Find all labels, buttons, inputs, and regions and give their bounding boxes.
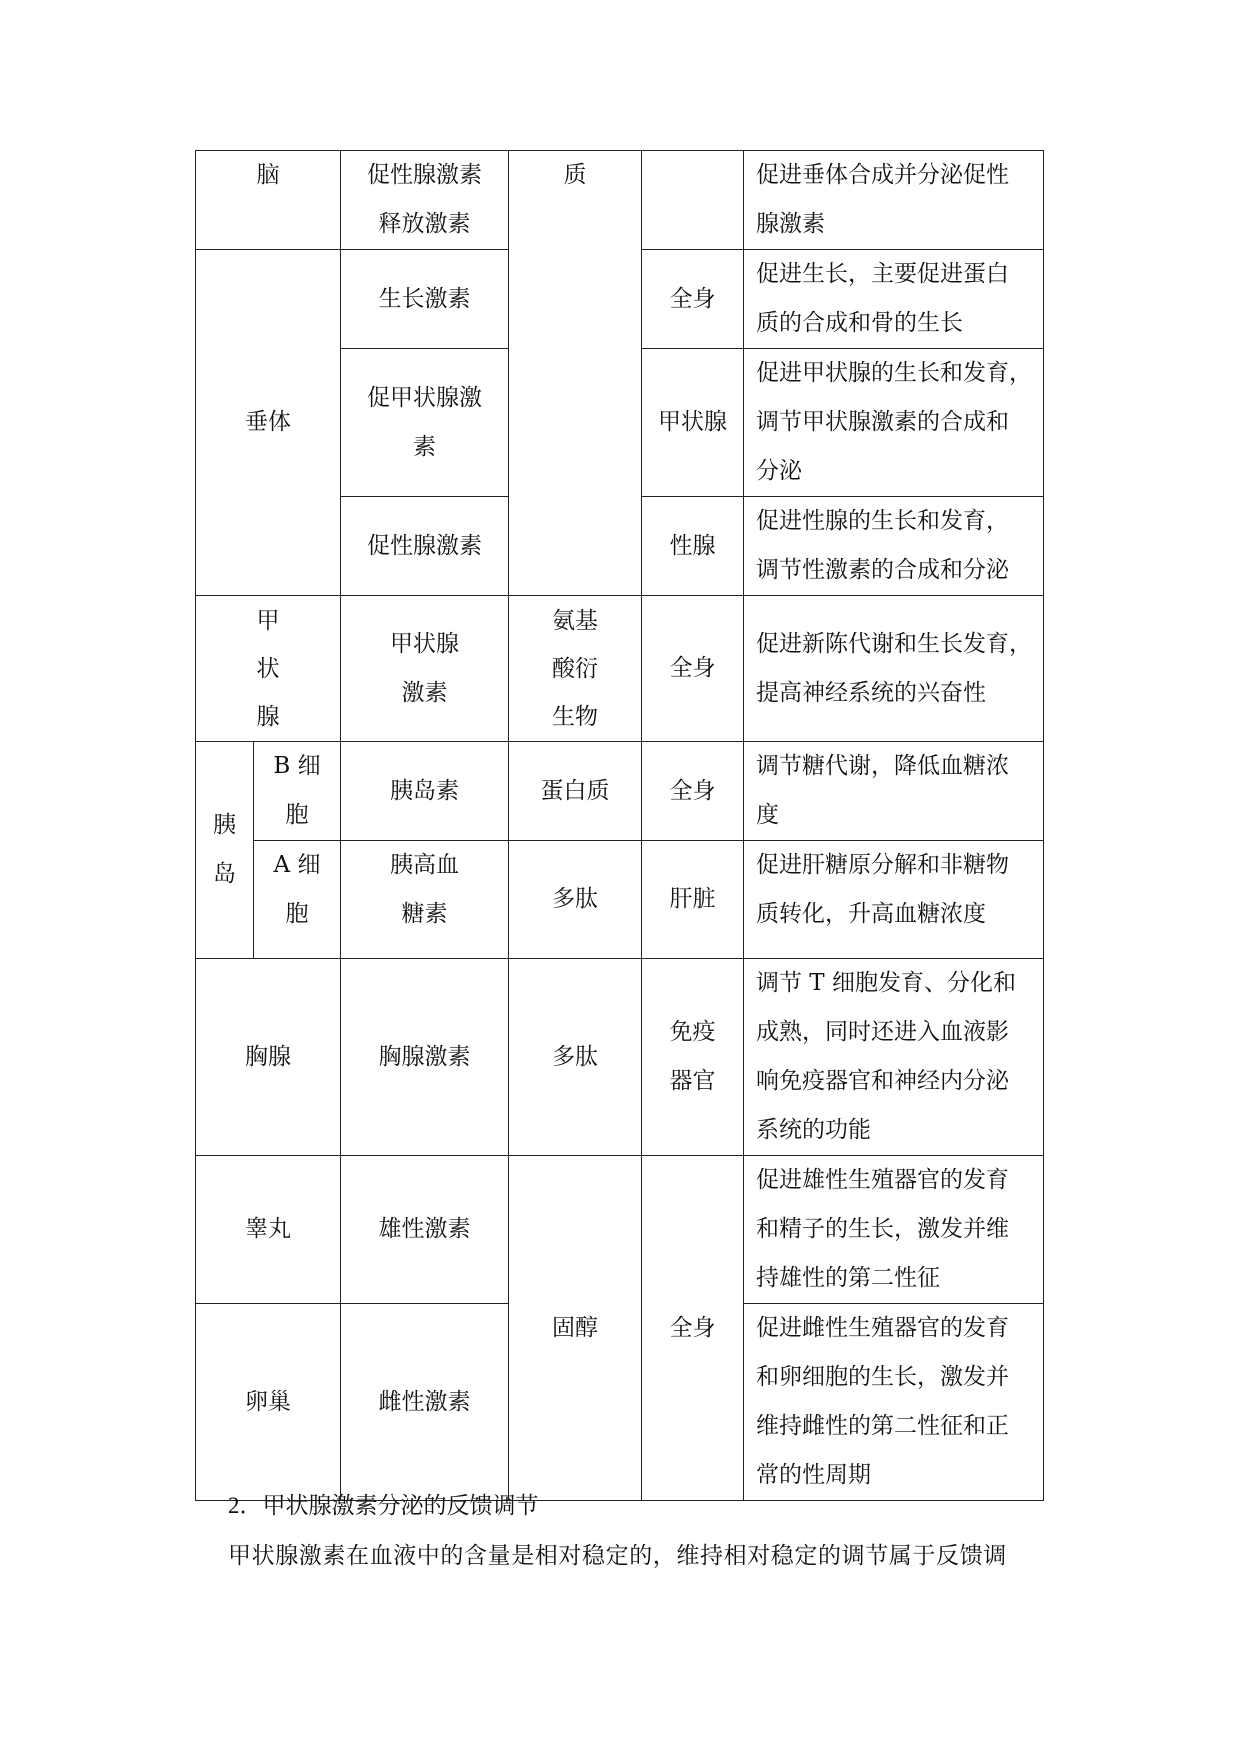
gland-char: 岛: [213, 861, 236, 887]
target-line: 免疫: [669, 1019, 716, 1045]
function-line: 和卵细胞的生长，激发并: [756, 1364, 1009, 1390]
section-heading: [228, 1488, 539, 1524]
cell-type-line: 胞: [285, 802, 309, 828]
nature-line: 氨基: [552, 607, 598, 634]
hormone-cell: [341, 1156, 509, 1304]
gland-char: 状: [256, 655, 280, 682]
gland-cell: 胸腺: [196, 959, 341, 1156]
function-line: 分泌: [756, 458, 802, 484]
function-line: 提高神经系统的兴奋性: [756, 679, 986, 706]
function-line: 响免疫器官和神经内分泌: [756, 1068, 1009, 1094]
function-line: 促进生长，主要促进蛋白: [756, 261, 1009, 287]
hormone-cell: [341, 497, 509, 596]
function-line: 和精子的生长，激发并维: [756, 1216, 1009, 1242]
gland-cell: 垂体: [196, 250, 341, 596]
hormone-line: 胸腺激素: [378, 1043, 471, 1070]
hormone-line: 糖素: [401, 901, 448, 927]
function-cell: [744, 742, 1044, 841]
function-line: 调节糖代谢，降低血糖浓: [756, 753, 1009, 779]
cell-type-line: 胞: [285, 901, 309, 927]
table-row: [196, 841, 1044, 959]
nature-cell: 多肽: [509, 841, 642, 959]
table-row: [196, 742, 1044, 841]
hormone-cell: [341, 349, 509, 497]
target-cell: [642, 959, 744, 1156]
function-line: 维持雌性的第二性征和正: [756, 1413, 1009, 1439]
nature-line: 酸衍: [552, 655, 598, 682]
target-cell: 甲状腺: [642, 349, 744, 497]
table-row: [196, 151, 1044, 250]
function-line: 调节 T 细胞发育、分化和: [756, 970, 1016, 996]
target-cell: 全身: [642, 596, 744, 742]
function-cell: [744, 497, 1044, 596]
table-row: [196, 1156, 1044, 1304]
table-row: [196, 596, 1044, 742]
function-line: 质的合成和骨的生长: [756, 310, 963, 336]
section-number: 2．: [228, 1493, 263, 1518]
function-line: 促进性腺的生长和发育，: [756, 508, 1009, 534]
function-line: 促进雄性生殖器官的发育: [756, 1167, 1009, 1193]
function-line: 促进新陈代谢和生长发育，: [756, 630, 1032, 657]
hormone-line: 雄性激素: [378, 1216, 471, 1242]
hormone-line: 释放激素: [378, 211, 471, 237]
hormone-table: [195, 150, 1044, 1501]
nature-cell: 多肽: [509, 959, 642, 1156]
hormone-line: 雌性激素: [378, 1388, 471, 1415]
hormone-line: 促性腺激素: [367, 532, 482, 559]
function-line: 度: [756, 802, 779, 828]
gland-char: 胰: [213, 812, 236, 838]
nature-cell: 固醇: [509, 1156, 642, 1501]
table-row: [196, 959, 1044, 1156]
gland-cell: [196, 596, 341, 742]
hormone-line: 素: [413, 433, 436, 460]
body-paragraph: 甲状腺激素在血液中的含量是相对稳定的，维持相对稳定的调节属于反馈调: [228, 1543, 1007, 1569]
hormone-cell: [341, 959, 509, 1156]
hormone-line: 胰高血: [390, 852, 459, 878]
function-cell: [744, 959, 1044, 1156]
function-line: 成熟，同时还进入血液影: [756, 1019, 1009, 1045]
hormone-line: 激素: [401, 679, 448, 706]
hormone-line: 促性腺激素: [367, 162, 482, 188]
hormone-cell: [341, 151, 509, 250]
gland-cell: [196, 742, 254, 959]
target-cell: 全身: [642, 742, 744, 841]
target-cell: [642, 151, 744, 250]
target-cell: 性腺: [642, 497, 744, 596]
target-line: 器官: [669, 1068, 716, 1094]
cell-type-cell: [254, 841, 341, 959]
function-cell: [744, 349, 1044, 497]
target-cell: 肝脏: [642, 841, 744, 959]
hormone-line: 胰岛素: [390, 777, 459, 804]
function-line: 调节甲状腺激素的合成和: [756, 409, 1009, 435]
hormone-cell: [341, 841, 509, 959]
function-cell: [744, 151, 1044, 250]
hormone-line: 促甲状腺激: [367, 384, 482, 411]
hormone-line: 生长激素: [378, 285, 471, 312]
nature-line: 生物: [552, 703, 598, 730]
target-cell: 全身: [642, 250, 744, 349]
gland-char: 腺: [256, 703, 280, 730]
function-line: 质转化，升高血糖浓度: [756, 901, 986, 927]
gland-char: 甲: [256, 607, 280, 634]
function-line: 促进甲状腺的生长和发育，: [756, 360, 1032, 386]
function-line: 腺激素: [756, 211, 825, 237]
function-line: 促进垂体合成并分泌促性: [756, 162, 1009, 188]
nature-cell: 蛋白质: [509, 742, 642, 841]
function-line: 持雄性的第二性征: [756, 1265, 940, 1291]
hormone-line: 甲状腺: [390, 630, 459, 657]
function-cell: [744, 841, 1044, 959]
hormone-cell: [341, 250, 509, 349]
hormone-cell: [341, 1304, 509, 1501]
nature-cell: 质: [509, 151, 642, 596]
hormone-cell: [341, 596, 509, 742]
function-line: 常的性周期: [756, 1462, 871, 1488]
function-cell: [744, 250, 1044, 349]
cell-type-line: A 细: [273, 852, 321, 878]
cell-type-line: B 细: [273, 753, 321, 779]
cell-type-cell: [254, 742, 341, 841]
section-title: 甲状腺激素分泌的反馈调节: [262, 1493, 539, 1519]
function-line: 调节性激素的合成和分泌: [756, 557, 1009, 583]
function-line: 系统的功能: [756, 1117, 871, 1143]
hormone-cell: [341, 742, 509, 841]
nature-cell: [509, 596, 642, 742]
function-line: 促进肝糖原分解和非糖物: [756, 852, 1009, 878]
function-cell: [744, 1304, 1044, 1501]
function-cell: [744, 1156, 1044, 1304]
function-cell: [744, 596, 1044, 742]
target-cell: 全身: [642, 1156, 744, 1501]
gland-cell: 睾丸: [196, 1156, 341, 1304]
function-line: 促进雌性生殖器官的发育: [756, 1315, 1009, 1341]
gland-cell: 卵巢: [196, 1304, 341, 1501]
gland-cell: 脑: [196, 151, 341, 250]
